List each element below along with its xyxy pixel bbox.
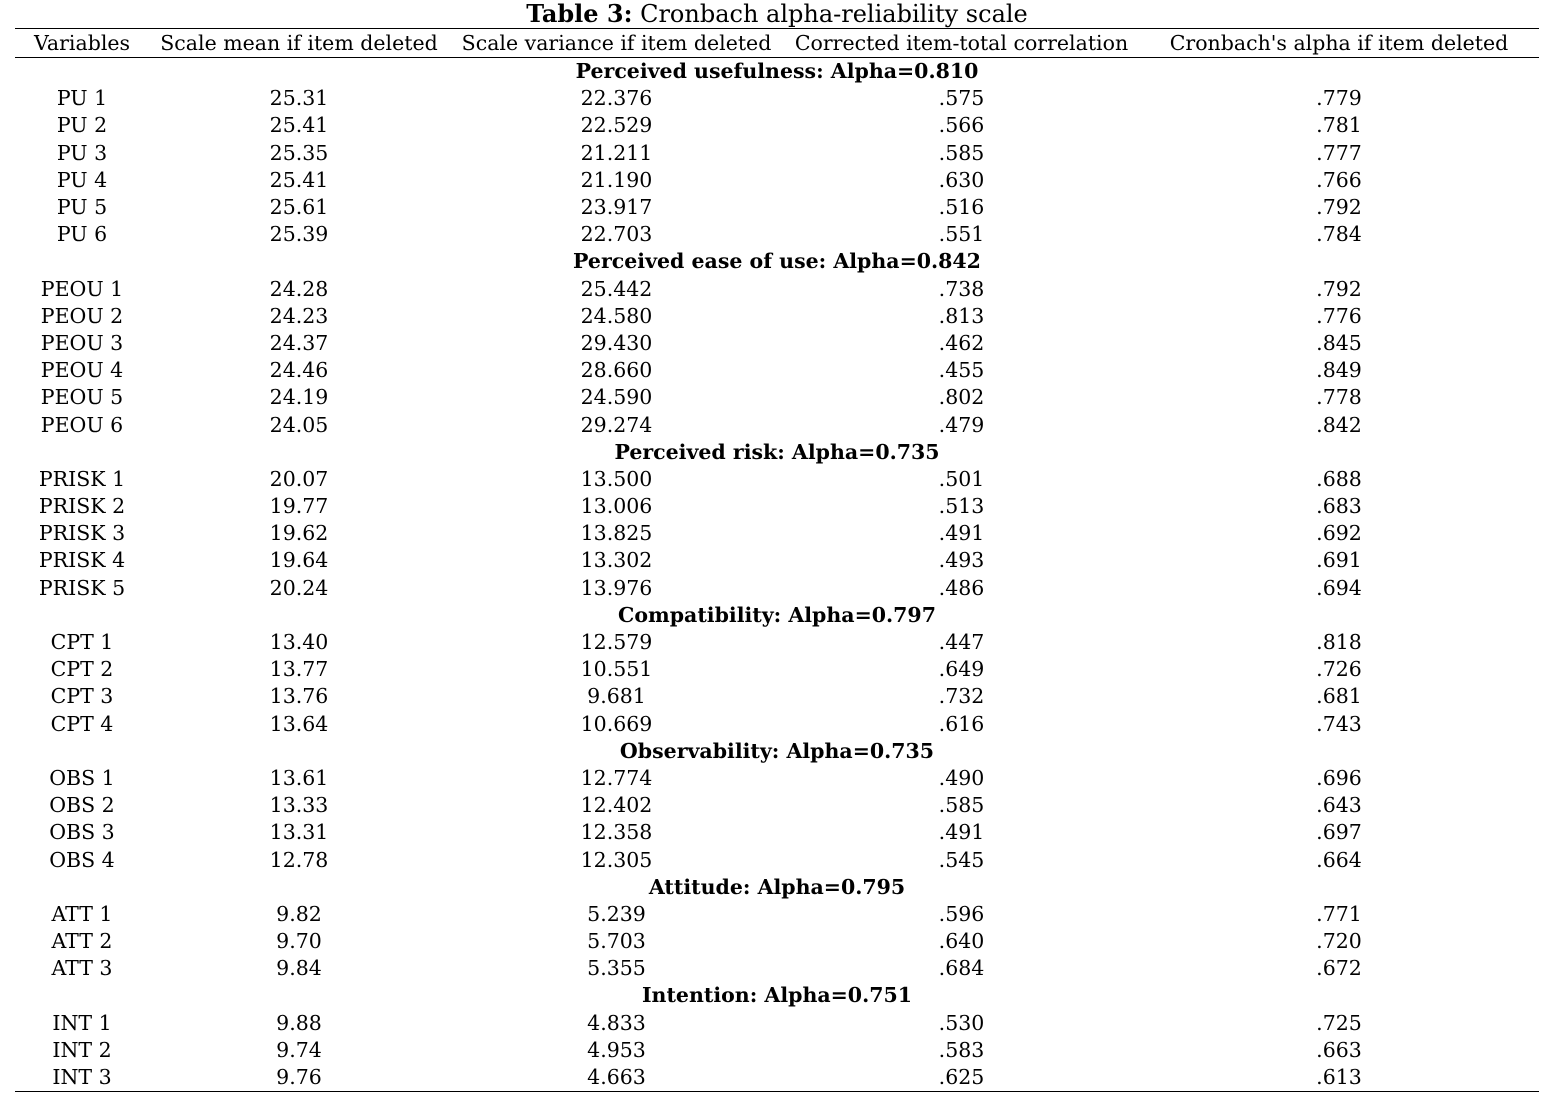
alpha-cell: .725 xyxy=(1316,1010,1362,1035)
scale-mean-cell: 25.41 xyxy=(269,113,329,138)
scale-mean-cell: 19.62 xyxy=(269,521,329,546)
table-row xyxy=(15,112,1539,139)
variable-cell: PRISK 4 xyxy=(38,548,126,573)
table-row xyxy=(15,520,1539,547)
variable-cell: ATT 3 xyxy=(51,956,113,981)
scale-variance-cell: 12.774 xyxy=(580,765,653,790)
header-scale-mean: Scale mean if item deleted xyxy=(160,31,438,55)
alpha-cell: .697 xyxy=(1316,820,1362,845)
correlation-cell: .649 xyxy=(938,657,985,682)
scale-variance-cell: 13.302 xyxy=(580,548,653,573)
correlation-cell: .530 xyxy=(938,1010,985,1035)
scale-variance-cell: 29.430 xyxy=(580,330,653,355)
alpha-cell: .845 xyxy=(1316,330,1362,355)
variable-cell: PU 1 xyxy=(56,86,108,111)
alpha-cell: .818 xyxy=(1316,630,1362,655)
correlation-cell: .575 xyxy=(938,86,985,111)
alpha-cell: .613 xyxy=(1316,1065,1362,1090)
table-row xyxy=(15,547,1539,574)
header-row xyxy=(15,29,1539,58)
variable-cell: PU 2 xyxy=(56,113,108,138)
variable-cell: PEOU 6 xyxy=(40,412,124,437)
scale-mean-cell: 24.37 xyxy=(269,330,329,355)
scale-variance-cell: 9.681 xyxy=(587,684,646,709)
group-header-row xyxy=(15,58,1539,86)
table-row xyxy=(15,167,1539,194)
variable-cell: CPT 1 xyxy=(50,630,114,655)
scale-mean-cell: 13.64 xyxy=(269,711,329,736)
scale-mean-cell: 9.74 xyxy=(276,1037,322,1062)
alpha-cell: .781 xyxy=(1316,113,1362,138)
table-row xyxy=(15,575,1539,602)
variable-cell: PU 4 xyxy=(56,167,108,192)
group-title: Intention: Alpha=0.751 xyxy=(641,983,913,1008)
scale-variance-cell: 13.825 xyxy=(580,521,653,546)
table-row xyxy=(15,85,1539,112)
alpha-cell: .683 xyxy=(1316,494,1362,519)
variable-cell: INT 2 xyxy=(52,1037,112,1062)
correlation-cell: .551 xyxy=(938,222,985,247)
alpha-cell: .792 xyxy=(1316,276,1362,301)
scale-mean-cell: 25.39 xyxy=(269,222,329,247)
alpha-cell: .696 xyxy=(1316,765,1362,790)
correlation-cell: .684 xyxy=(938,956,985,981)
table-row xyxy=(15,303,1539,330)
scale-mean-cell: 9.82 xyxy=(276,901,322,926)
scale-mean-cell: 9.84 xyxy=(276,956,322,981)
alpha-cell: .849 xyxy=(1316,358,1362,383)
variable-cell: PU 6 xyxy=(56,222,108,247)
group-title: Perceived ease of use: Alpha=0.842 xyxy=(573,249,981,274)
variable-cell: CPT 2 xyxy=(50,657,114,682)
scale-mean-cell: 19.64 xyxy=(269,548,329,573)
variable-cell: PU 3 xyxy=(56,140,108,165)
scale-variance-cell: 24.580 xyxy=(580,303,653,328)
variable-cell: CPT 4 xyxy=(50,711,114,736)
correlation-cell: .516 xyxy=(938,195,985,220)
scale-variance-cell: 12.579 xyxy=(580,630,653,655)
alpha-cell: .792 xyxy=(1316,195,1362,220)
table-row xyxy=(15,846,1539,873)
variable-cell: PEOU 3 xyxy=(40,330,124,355)
scale-mean-cell: 24.19 xyxy=(269,385,329,410)
correlation-cell: .802 xyxy=(938,385,985,410)
table-row xyxy=(15,384,1539,411)
table-row xyxy=(15,276,1539,303)
variable-cell: PEOU 2 xyxy=(40,303,124,328)
scale-mean-cell: 25.31 xyxy=(269,86,329,111)
group-title: Perceived usefulness: Alpha=0.810 xyxy=(575,59,979,84)
table-row xyxy=(15,493,1539,520)
scale-variance-cell: 10.551 xyxy=(580,657,653,682)
alpha-cell: .663 xyxy=(1316,1037,1362,1062)
scale-variance-cell: 5.355 xyxy=(587,956,646,981)
variable-cell: ATT 2 xyxy=(51,929,113,954)
scale-mean-cell: 19.77 xyxy=(269,494,329,519)
alpha-cell: .842 xyxy=(1316,412,1362,437)
alpha-cell: .743 xyxy=(1316,711,1362,736)
scale-mean-cell: 13.61 xyxy=(269,765,329,790)
correlation-cell: .630 xyxy=(938,167,985,192)
scale-variance-cell: 12.305 xyxy=(580,847,653,872)
alpha-cell: .672 xyxy=(1316,956,1362,981)
alpha-cell: .692 xyxy=(1316,521,1362,546)
caption-label: Table 3: xyxy=(526,0,633,28)
scale-variance-cell: 5.703 xyxy=(587,929,646,954)
header-alpha-if-deleted: Cronbach's alpha if item deleted xyxy=(1169,31,1509,55)
alpha-cell: .720 xyxy=(1316,929,1362,954)
scale-mean-cell: 25.35 xyxy=(269,140,329,165)
scale-variance-cell: 22.703 xyxy=(580,222,653,247)
table-row xyxy=(15,221,1539,248)
table-row xyxy=(15,683,1539,710)
table-row xyxy=(15,466,1539,493)
scale-variance-cell: 29.274 xyxy=(580,412,653,437)
scale-variance-cell: 28.660 xyxy=(580,358,653,383)
scale-mean-cell: 13.31 xyxy=(269,820,329,845)
reliability-table xyxy=(15,28,1539,1092)
alpha-cell: .726 xyxy=(1316,657,1362,682)
correlation-cell: .462 xyxy=(938,330,985,355)
group-header-row xyxy=(15,738,1539,765)
correlation-cell: .583 xyxy=(938,1037,985,1062)
alpha-cell: .779 xyxy=(1316,86,1362,111)
variable-cell: PEOU 1 xyxy=(40,276,124,301)
alpha-cell: .777 xyxy=(1316,140,1362,165)
alpha-cell: .694 xyxy=(1316,575,1362,600)
variable-cell: OBS 4 xyxy=(49,847,115,872)
correlation-cell: .566 xyxy=(938,113,985,138)
alpha-cell: .688 xyxy=(1316,466,1362,491)
scale-variance-cell: 10.669 xyxy=(580,711,653,736)
variable-cell: CPT 3 xyxy=(50,684,114,709)
variable-cell: PU 5 xyxy=(56,195,108,220)
table-row xyxy=(15,140,1539,167)
group-header-row xyxy=(15,982,1539,1009)
group-header-row xyxy=(15,602,1539,629)
group-title: Observability: Alpha=0.735 xyxy=(619,738,935,763)
variable-cell: OBS 2 xyxy=(49,793,115,818)
table-row xyxy=(15,955,1539,982)
table-row xyxy=(15,411,1539,438)
scale-mean-cell: 13.76 xyxy=(269,684,329,709)
table-row xyxy=(15,330,1539,357)
variable-cell: PEOU 4 xyxy=(40,358,124,383)
table-row xyxy=(15,819,1539,846)
table-row xyxy=(15,194,1539,221)
group-header-row xyxy=(15,874,1539,901)
scale-variance-cell: 4.953 xyxy=(587,1037,646,1062)
header-variables: Variables xyxy=(33,31,131,55)
table-header xyxy=(15,29,1539,58)
scale-variance-cell: 24.590 xyxy=(580,385,653,410)
correlation-cell: .490 xyxy=(938,765,985,790)
variable-cell: PRISK 1 xyxy=(38,466,126,491)
table-row xyxy=(15,901,1539,928)
scale-variance-cell: 13.500 xyxy=(580,466,653,491)
caption-text: Cronbach alpha-reliability scale xyxy=(632,0,1028,28)
variable-cell: ATT 1 xyxy=(51,901,113,926)
group-header-row xyxy=(15,248,1539,275)
scale-variance-cell: 12.402 xyxy=(580,793,653,818)
correlation-cell: .585 xyxy=(938,793,985,818)
scale-mean-cell: 25.41 xyxy=(269,167,329,192)
correlation-cell: .585 xyxy=(938,140,985,165)
scale-mean-cell: 9.76 xyxy=(276,1065,322,1090)
table-row xyxy=(15,1037,1539,1064)
variable-cell: OBS 3 xyxy=(49,820,115,845)
group-header-row xyxy=(15,439,1539,466)
scale-mean-cell: 20.07 xyxy=(269,466,329,491)
correlation-cell: .491 xyxy=(938,521,985,546)
scale-mean-cell: 20.24 xyxy=(269,575,329,600)
correlation-cell: .493 xyxy=(938,548,985,573)
alpha-cell: .771 xyxy=(1316,901,1362,926)
scale-variance-cell: 25.442 xyxy=(580,276,653,301)
scale-mean-cell: 13.40 xyxy=(269,630,329,655)
header-scale-variance: Scale variance if item deleted xyxy=(461,31,772,55)
scale-variance-cell: 23.917 xyxy=(580,195,653,220)
correlation-cell: .813 xyxy=(938,303,985,328)
alpha-cell: .691 xyxy=(1316,548,1362,573)
scale-mean-cell: 9.88 xyxy=(276,1010,322,1035)
alpha-cell: .784 xyxy=(1316,222,1362,247)
alpha-cell: .643 xyxy=(1316,793,1362,818)
correlation-cell: .732 xyxy=(938,684,985,709)
table-row xyxy=(15,792,1539,819)
alpha-cell: .778 xyxy=(1316,385,1362,410)
correlation-cell: .491 xyxy=(938,820,985,845)
variable-cell: OBS 1 xyxy=(49,765,115,790)
table-row xyxy=(15,765,1539,792)
scale-variance-cell: 12.358 xyxy=(580,820,653,845)
group-title: Compatibility: Alpha=0.797 xyxy=(618,602,936,627)
correlation-cell: .513 xyxy=(938,494,985,519)
variable-cell: PRISK 2 xyxy=(38,494,126,519)
scale-mean-cell: 24.05 xyxy=(269,412,329,437)
scale-variance-cell: 5.239 xyxy=(587,901,646,926)
alpha-cell: .776 xyxy=(1316,303,1362,328)
correlation-cell: .479 xyxy=(938,412,985,437)
scale-mean-cell: 9.70 xyxy=(276,929,322,954)
correlation-cell: .447 xyxy=(938,630,985,655)
scale-mean-cell: 24.46 xyxy=(269,358,329,383)
scale-variance-cell: 22.529 xyxy=(580,113,653,138)
scale-variance-cell: 13.006 xyxy=(580,494,653,519)
scale-mean-cell: 24.28 xyxy=(269,276,329,301)
scale-mean-cell: 25.61 xyxy=(269,195,329,220)
table-row xyxy=(15,656,1539,683)
group-title: Attitude: Alpha=0.795 xyxy=(648,874,906,899)
correlation-cell: .486 xyxy=(938,575,985,600)
scale-mean-cell: 13.33 xyxy=(269,793,329,818)
variable-cell: PRISK 5 xyxy=(38,575,126,600)
variable-cell: PEOU 5 xyxy=(40,385,124,410)
alpha-cell: .766 xyxy=(1316,167,1362,192)
correlation-cell: .455 xyxy=(938,358,985,383)
header-item-total-correlation: Corrected item-total correlation xyxy=(794,31,1129,55)
scale-variance-cell: 13.976 xyxy=(580,575,653,600)
table-row xyxy=(15,928,1539,955)
table-row xyxy=(15,1064,1539,1092)
correlation-cell: .501 xyxy=(938,466,985,491)
correlation-cell: .596 xyxy=(938,901,985,926)
scale-variance-cell: 4.663 xyxy=(587,1065,646,1090)
scale-mean-cell: 24.23 xyxy=(269,303,329,328)
table-row xyxy=(15,629,1539,656)
table-row xyxy=(15,357,1539,384)
scale-variance-cell: 21.211 xyxy=(580,140,653,165)
correlation-cell: .625 xyxy=(938,1065,985,1090)
variable-cell: PRISK 3 xyxy=(38,521,126,546)
variable-cell: INT 3 xyxy=(52,1065,112,1090)
scale-variance-cell: 4.833 xyxy=(587,1010,646,1035)
alpha-cell: .664 xyxy=(1316,847,1362,872)
correlation-cell: .616 xyxy=(938,711,985,736)
correlation-cell: .738 xyxy=(938,276,985,301)
scale-variance-cell: 22.376 xyxy=(580,86,653,111)
table-caption xyxy=(15,0,1539,28)
table-row xyxy=(15,1010,1539,1037)
correlation-cell: .640 xyxy=(938,929,985,954)
correlation-cell: .545 xyxy=(938,847,985,872)
variable-cell: INT 1 xyxy=(52,1010,112,1035)
table-figure xyxy=(15,0,1539,1092)
table-body xyxy=(15,58,1539,1092)
scale-mean-cell: 12.78 xyxy=(269,847,329,872)
scale-mean-cell: 13.77 xyxy=(269,657,329,682)
table-row xyxy=(15,711,1539,738)
group-title: Perceived risk: Alpha=0.735 xyxy=(614,439,940,464)
scale-variance-cell: 21.190 xyxy=(580,167,653,192)
alpha-cell: .681 xyxy=(1316,684,1362,709)
